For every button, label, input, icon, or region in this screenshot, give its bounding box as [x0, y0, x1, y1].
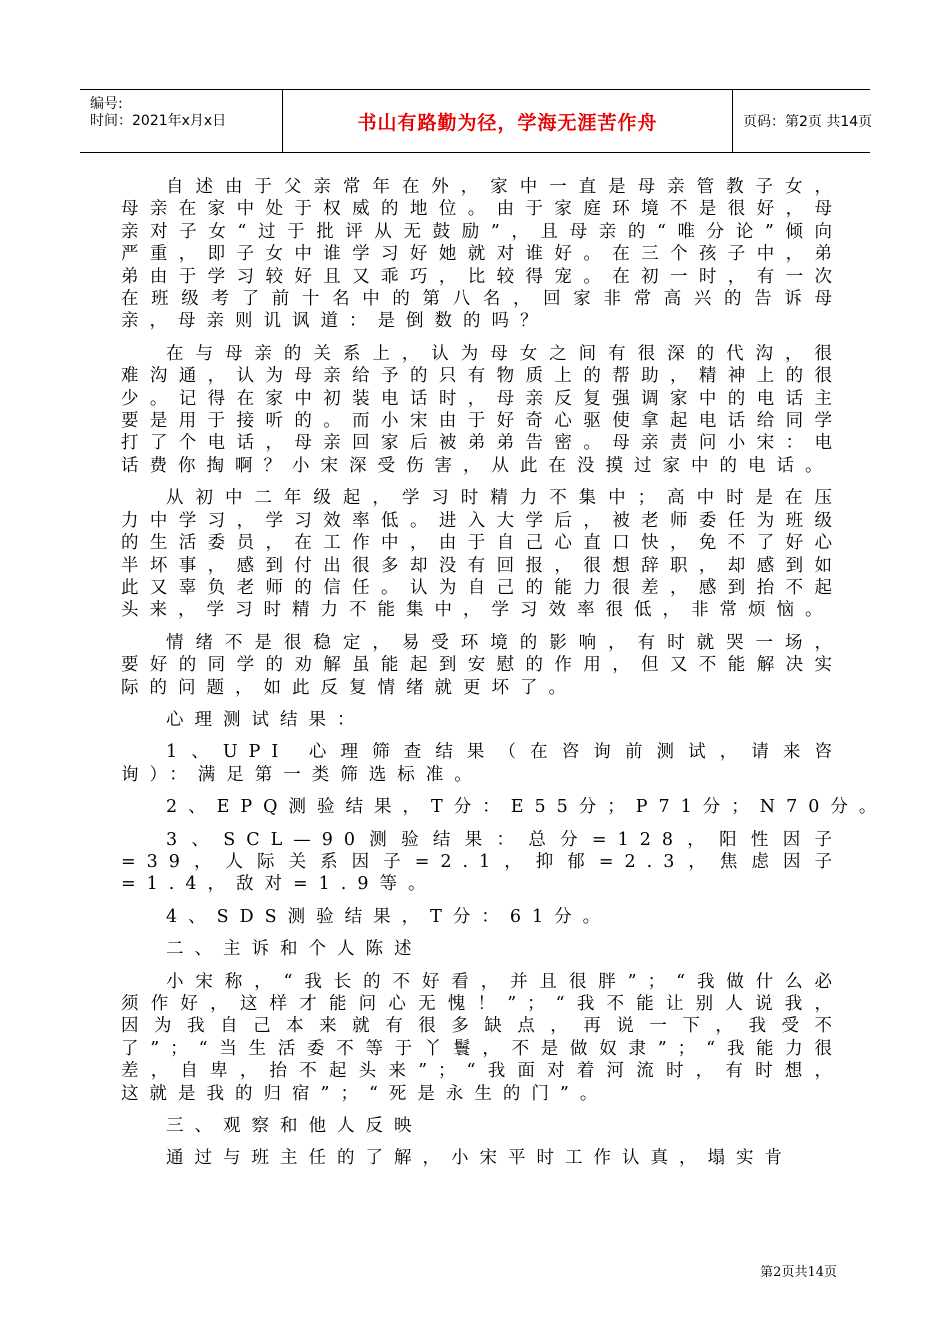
header-page-cell: [731, 90, 873, 152]
header-motto-cell: [282, 90, 733, 152]
test-result-sds: 4、SDS测验结果，T分：61分。: [166, 906, 612, 927]
paragraph-family-background: 自述由于父亲常年在外，家中一直是母亲管教子女，母亲在家中处于权威的地位。由于家庭环境不是很好，母亲对子女“过于批评从无鼓励”，且母亲的“唯分论”倾向严重，即子女中谁学习好她就对谁好。在三个孩子中，弟弟由于学习较好且又乖巧，比较得宠。在初一时，有一次在班级考了前十名中的第八名，回家非常高兴的告诉母亲，母亲则讥讽道：是倒数的吗？: [121, 177, 843, 332]
header-motto: 书山有路勤为径，学海无涯苦作舟: [357, 111, 658, 134]
heading-observation: 三、观察和他人反映: [166, 1116, 423, 1137]
test-result-scl90: 3、SCL—90测验结果：总分=128，阳性因子=39，人际关系因子=2.1，抑郁=2.3，焦虑因子=1.4，敌对=1.9等。: [121, 829, 843, 895]
test-result-upi: 1、UPI 心理筛查结果（在咨询前测试，请来咨询）：满足第一类筛选标准。: [121, 742, 843, 785]
paragraph-self-statement: 小宋称，“我长的不好看，并且很胖”；“我做什么必须作好，这样才能问心无愧！”；“我不能让别人说我，因为我自己本来就有很多缺点，再说一下，我受不了”；“当生活委不等于丫鬟，不是做奴隶”；“我能力很差，自卑，抬不起头来”；“我面对着河流时，有时想，这就是我的归宿”；“死是永生的门”。: [121, 971, 843, 1104]
heading-complaint: 二、主诉和个人陈述: [166, 939, 423, 960]
test-result-epq: 2、EPQ测验结果，T分：E55分；P71分；N70分。: [166, 797, 888, 818]
document-number-label: 编号:: [90, 96, 123, 112]
document-date-label: 时间：2021年x月x日: [90, 113, 227, 129]
paragraph-study-history: 从初中二年级起，学习时精力不集中；高中时是在压力中学习，学习效率低。进入大学后，被老师委任为班级的生活委员，在工作中，由于自己心直口快，免不了好心半坏事，感到付出很多却没有回报，很想辞职，却感到如此又辜负老师的信任。认为自己的能力很差，感到抬不起头来，学习时精力不能集中，学习效率很低，非常烦恼。: [121, 488, 843, 621]
paragraph-observation: 通过与班主任的了解，小宋平时工作认真，塌实肯: [166, 1148, 793, 1169]
paragraph-emotion: 情绪不是很稳定，易受环境的影响，有时就哭一场，要好的同学的劝解虽能起到安慰的作用，但又不能解决实际的问题，如此反复情绪就更坏了。: [121, 632, 843, 698]
document-body: [121, 176, 888, 1180]
heading-test-results: 心理测试结果：: [166, 709, 366, 730]
page-header: [80, 89, 873, 153]
header-info-cell: [80, 90, 282, 152]
header-page-code: 页码：第2页 共14页: [743, 114, 873, 130]
paragraph-mother-relationship: 在与母亲的关系上，认为母女之间有很深的代沟，很难沟通，认为母亲给予的只有物质上的帮助，精神上的很少。记得在家中初装电话时，母亲反复强调家中的电话主要是用于接听的。而小宋由于好奇心驱使拿起电话给同学打了个电话，母亲回家后被弟弟告密。母亲责问小宋：电话费你掏啊？小宋深受伤害，从此在没摸过家中的电话。: [121, 343, 843, 476]
page-footer: 第2页共14页: [760, 1265, 837, 1280]
